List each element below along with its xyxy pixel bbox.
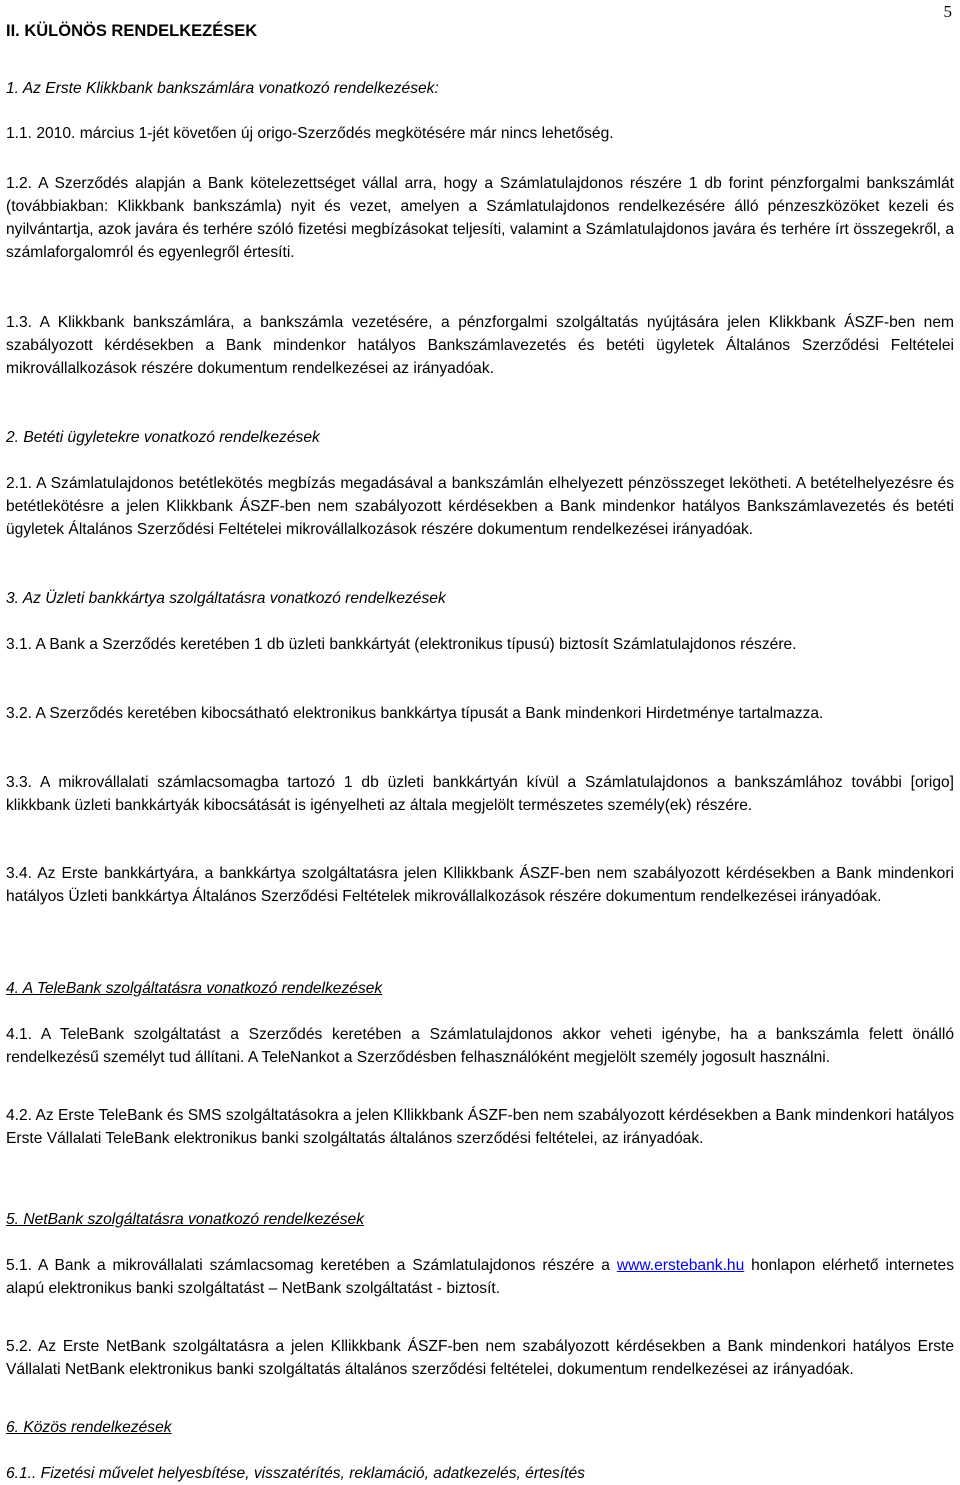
section-3-heading: 3. Az Üzleti bankkártya szolgáltatásra vonatkozó rendelkezések — [6, 590, 446, 607]
paragraph-3-2: 3.2. A Szerződés keretében kibocsátható elektronikus bankkártya típusát a Bank mindenkori Hirdetménye tartalmazza. — [6, 705, 824, 722]
paragraph-5-2: 5.2. Az Erste NetBank szolgáltatásra a jelen Kllikkbank ÁSZF-ben nem szabályozott kérdésekben a Bank mindenkori hatályos Erste Vállalati NetBank elektronikus banki szolgáltatás általános szerződési feltételei, dokumentum rendelkezései az irányadóak. — [6, 1338, 954, 1378]
paragraph-1-3: 1.3. A Klikkbank bankszámlára, a bankszámla vezetésére, a pénzforgalmi szolgáltatás nyújtására jelen Klikkbank ÁSZF-ben nem szabályozott kérdésekben a Bank mindenkor hatályos Bankszámlavezetés és betéti ügyletek Általános Szerződési Feltételei mikrovállalkozások részére dokumentum rendelkezései az irányadóak. — [6, 314, 954, 377]
section-2-heading: 2. Betéti ügyletekre vonatkozó rendelkezések — [6, 429, 320, 446]
paragraph-4-1: 4.1. A TeleBank szolgáltatást a Szerződés keretében a Számlatulajdonos akkor veheti igénybe, ha a bankszámla felett önálló rendelkezésű személyt tud állítani. A TeleNankot a Szerződésben felhasználóként megjelölt személy jogosult használni. — [6, 1026, 954, 1066]
paragraph-1-1: 1.1. 2010. március 1-jét követően új origo-Szerződés megkötésére már nincs lehetőség. — [6, 125, 614, 142]
paragraph-5-1 — [6, 1254, 954, 1300]
erstebank-link[interactable]: www.erstebank.hu — [616, 1257, 745, 1274]
section-4-heading: 4. A TeleBank szolgáltatásra vonatkozó rendelkezések — [6, 980, 383, 997]
section-6-heading: 6. Közös rendelkezések — [6, 1419, 172, 1436]
paragraph-3-3: 3.3. A mikrovállalati számlacsomagba tartozó 1 db üzleti bankkártyán kívül a Számlatulajdonos a bankszámlához további [origo] klikkbank üzleti bankkártyák kibocsátását is igényelheti az általa megjelölt természetes személy(ek) részére. — [6, 774, 954, 814]
paragraph-2-1: 2.1. A Számlatulajdonos betétlekötés megbízás megadásával a bankszámlán elhelyezett pénzösszeget lekötheti. A betételhelyezésre és betétlekötésre a jelen Klikkbank ÁSZF-ben nem szabályozott kérdésekben a Bank mindenkor hatályos Bankszámlavezetés és betéti ügyletek Általános Szerződési Feltételei mikrovállalkozások részére dokumentum rendelkezései irányadóak. — [6, 475, 954, 538]
paragraph-3-4: 3.4. Az Erste bankkártyára, a bankkártya szolgáltatásra jelen Kllikkbank ÁSZF-ben nem szabályozott kérdésekben a Bank mindenkori hatályos Üzleti bankkártya Általános Szerződési Feltételek mikrovállalkozások részére dokumentum rendelkezései irányadóak. — [6, 865, 954, 905]
subsection-6-1-heading: 6.1.. Fizetési művelet helyesbítése, visszatérítés, reklamáció, adatkezelés, értesítés — [6, 1465, 585, 1482]
section-5-heading: 5. NetBank szolgáltatásra vonatkozó rendelkezések — [6, 1211, 364, 1228]
page-number: 5 — [943, 2, 952, 21]
section-1-heading: 1. Az Erste Klikkbank bankszámlára vonatkozó rendelkezések: — [6, 80, 439, 97]
paragraph-5-1-text-end: honlapon elérhető internetes alapú elektronikus banki szolgáltatást – NetBank szolgáltatást - biztosít. — [6, 1257, 954, 1297]
paragraph-3-1: 3.1. A Bank a Szerződés keretében 1 db üzleti bankkártyát (elektronikus típusú) biztosít Számlatulajdonos részére. — [6, 636, 797, 653]
paragraph-4-2: 4.2. Az Erste TeleBank és SMS szolgáltatásokra a jelen Kllikkbank ÁSZF-ben nem szabályozott kérdésekben a Bank mindenkori hatályos Erste Vállalati TeleBank elektronikus banki szolgáltatás általános szerződési feltételei, az irányadóak. — [6, 1107, 954, 1147]
paragraph-5-1-text-start: 5.1. A Bank a mikrovállalati számlacsomag keretében a Számlatulajdonos részére a — [6, 1257, 617, 1274]
paragraph-1-2: 1.2. A Szerződés alapján a Bank kötelezettséget vállal arra, hogy a Számlatulajdonos részére 1 db forint pénzforgalmi bankszámlát (továbbiakban: Klikkbank bankszámla) nyit és vezet, amelyen a Számlatulajdonos rendelkezésére álló pénzeszközöket kezeli és nyilvántartja, azok javára és terhére szóló fizetési megbízásokat teljesíti, valamint a Számlatulajdonos javára és terhére írt összegekről, a számlaforgalomról és egyenlegről értesíti. — [6, 175, 954, 261]
section-title: II. KÜLÖNÖS RENDELKEZÉSEK — [6, 22, 258, 40]
